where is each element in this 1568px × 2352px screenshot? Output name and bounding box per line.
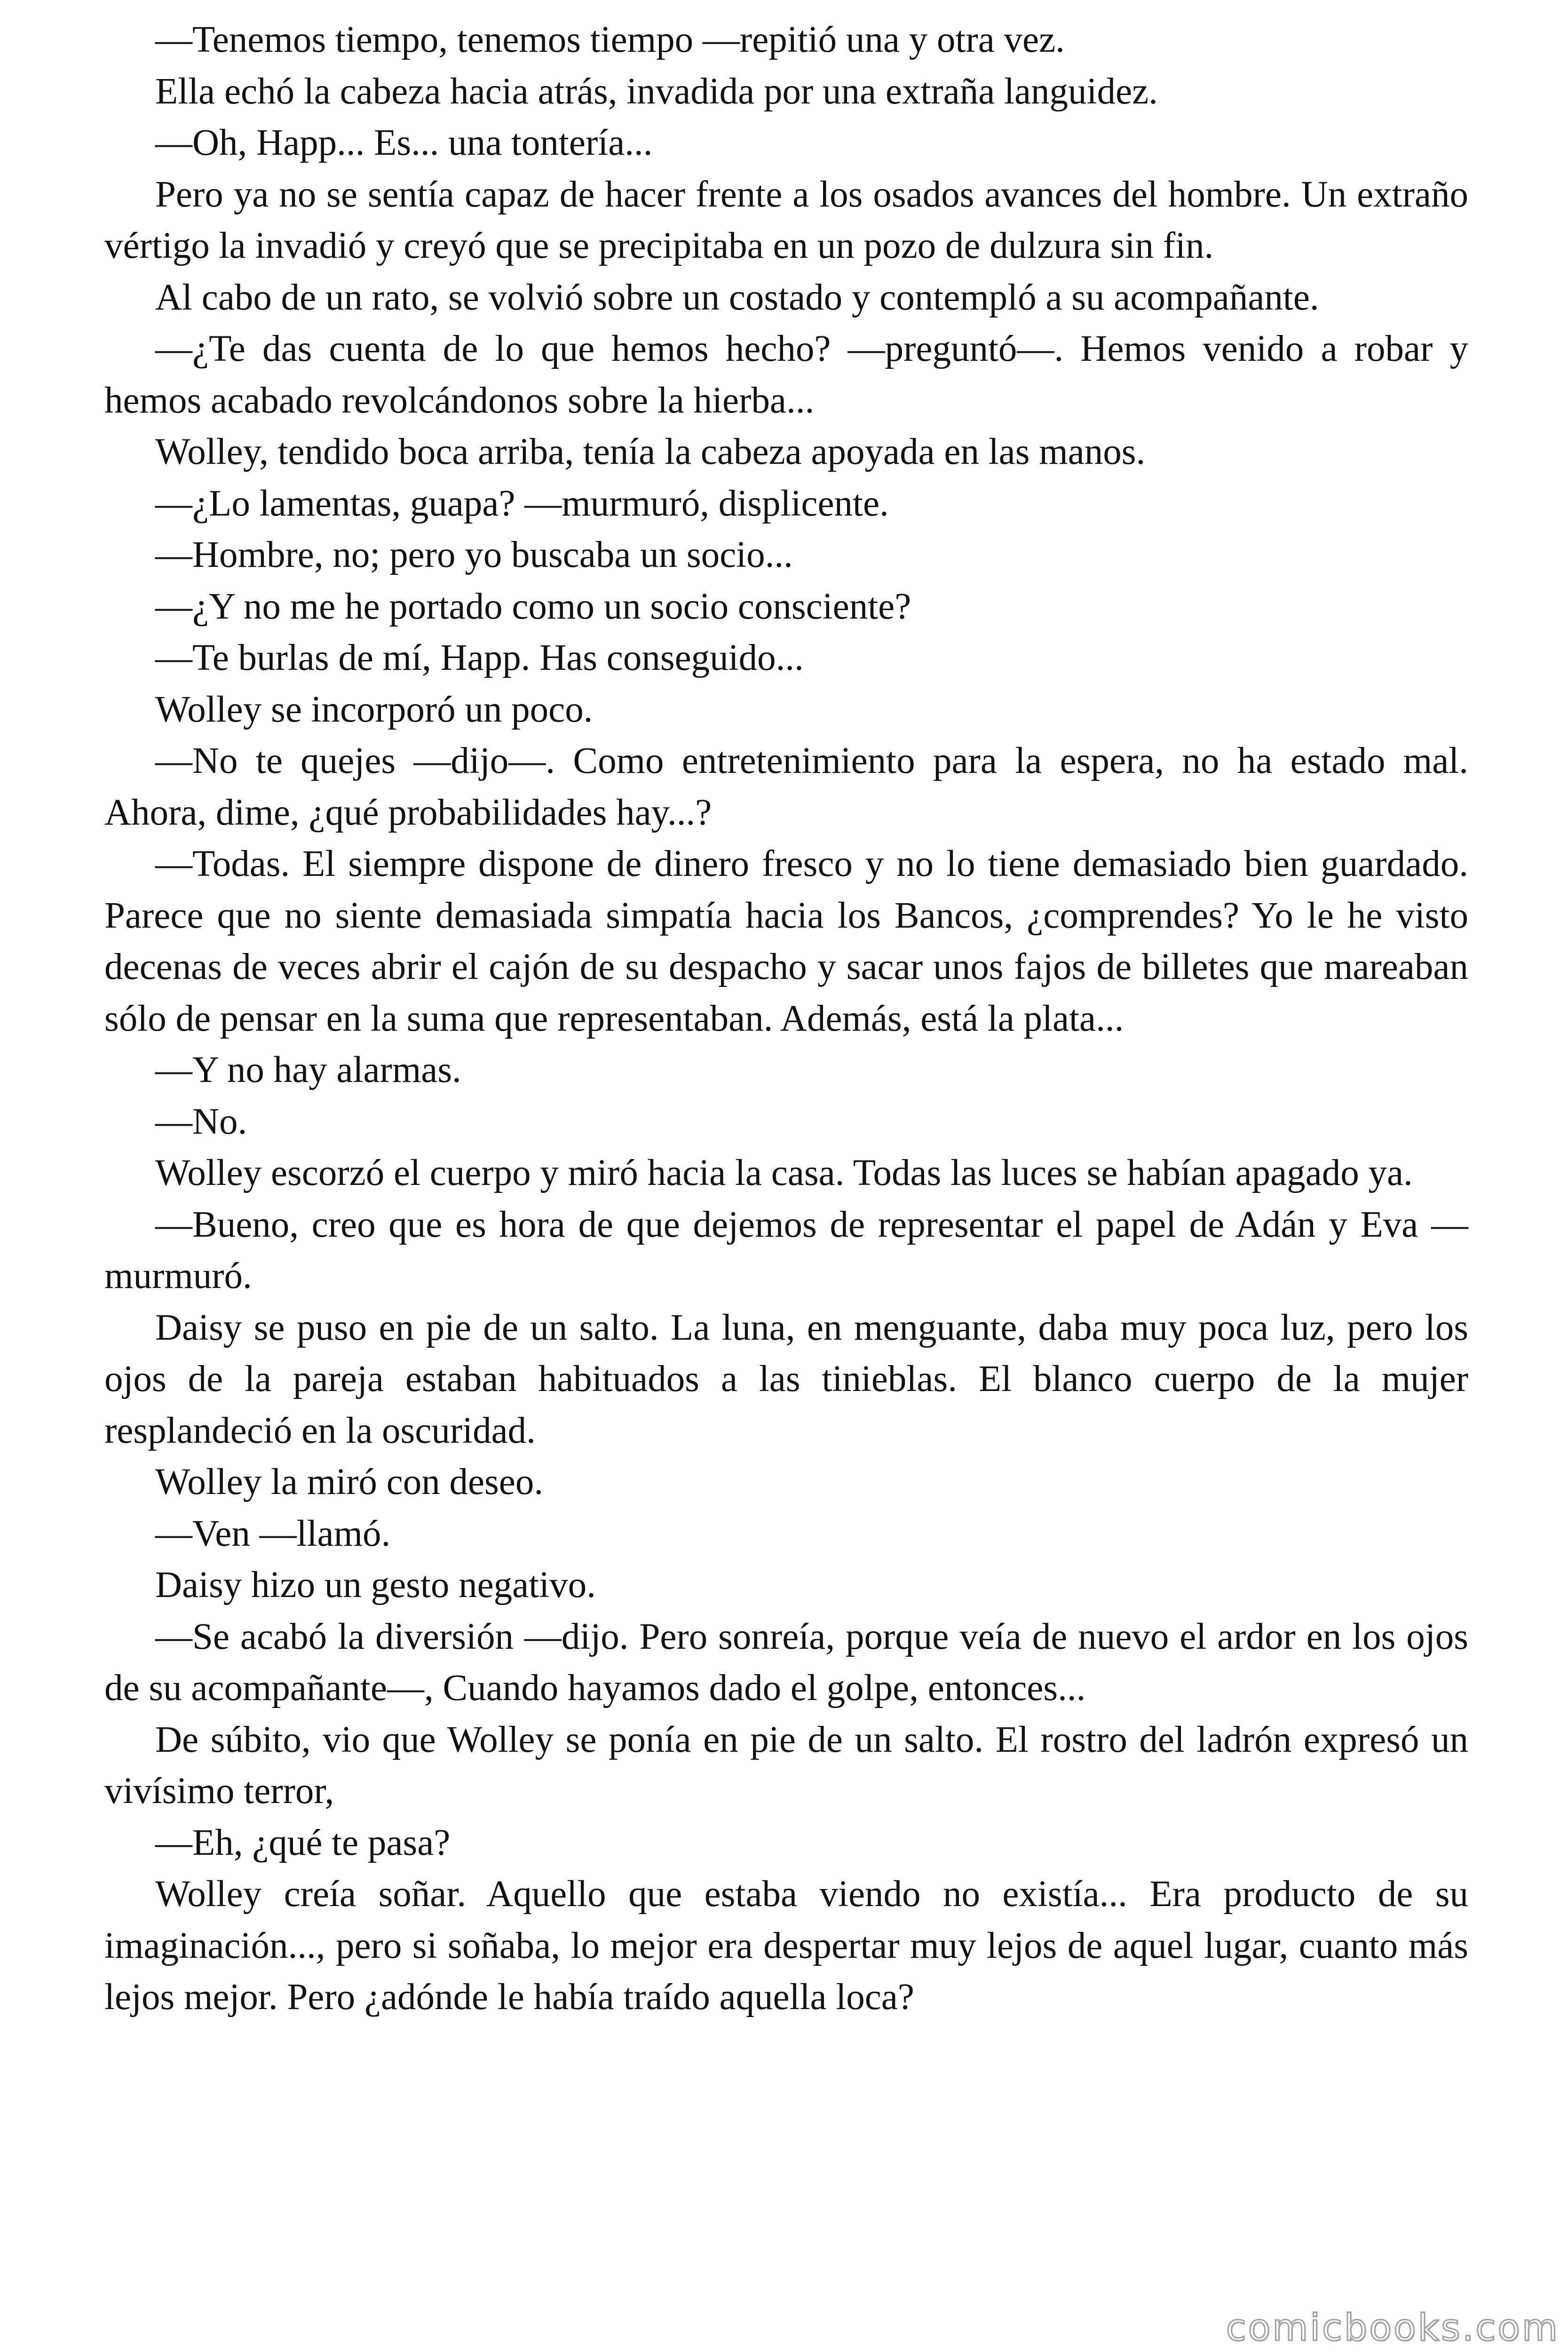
paragraph: —Te burlas de mí, Happ. Has conseguido...	[155, 637, 804, 678]
paragraph: Wolley escorzó el cuerpo y miró hacia la casa. Todas las luces se habían apagado ya.	[155, 1152, 1413, 1193]
paragraph: Daisy se puso en pie de un salto. La luna, en menguante, daba muy poca luz, pero los ojos de la pareja estaban habituados a las tinieblas. El blanco cuerpo de la mujer resplandeció en la oscuridad.	[104, 1307, 1468, 1451]
paragraph: —Todas. El siempre dispone de dinero fresco y no lo tiene demasiado bien guardado. Parece que no siente demasiada simpatía hacia los Bancos, ¿comprendes? Yo le he visto decenas de veces abrir el cajón de su despacho y sacar unos fajos de billetes que mareaban sólo de pensar en la suma que representaban. Además, está la plata...	[104, 843, 1468, 1039]
paragraph: Ella echó la cabeza hacia atrás, invadida por una extraña languidez.	[155, 71, 1158, 112]
paragraph: Pero ya no se sentía capaz de hacer frente a los osados avances del hombre. Un extraño vértigo la invadió y creyó que se precipitaba en un pozo de dulzura sin fin.	[104, 174, 1468, 266]
paragraph: Wolley la miró con deseo.	[155, 1462, 544, 1502]
paragraph: —¿Y no me he portado como un socio consciente?	[155, 586, 911, 627]
paragraph: Wolley creía soñar. Aquello que estaba viendo no existía... Era producto de su imaginación..., pero si soñaba, lo mejor era despertar muy lejos de aquel lugar, cuanto más lejos mejor. Pero ¿adónde le había traído aquella loca?	[104, 1874, 1468, 2018]
paragraph: —¿Lo lamentas, guapa? —murmuró, displicente.	[155, 483, 889, 524]
page-text	[104, 14, 1468, 2023]
paragraph: —Tenemos tiempo, tenemos tiempo —repitió una y otra vez.	[155, 19, 1065, 60]
paragraph: Al cabo de un rato, se volvió sobre un costado y contempló a su acompañante.	[155, 277, 1319, 318]
paragraph: Wolley, tendido boca arriba, tenía la cabeza apoyada en las manos.	[155, 431, 1146, 472]
paragraph: —Eh, ¿qué te pasa?	[155, 1822, 451, 1863]
paragraph: —Se acabó la diversión —dijo. Pero sonreía, porque veía de nuevo el ardor en los ojos de su acompañante—, Cuando hayamos dado el golpe, entonces...	[104, 1616, 1468, 1708]
paragraph: —Bueno, creo que es hora de que dejemos de representar el papel de Adán y Eva —murmuró.	[104, 1204, 1468, 1296]
paragraph: —Ven —llamó.	[155, 1513, 391, 1554]
paragraph: De súbito, vio que Wolley se ponía en pie de un salto. El rostro del ladrón expresó un vivísimo terror,	[104, 1719, 1468, 1812]
paragraph: Wolley se incorporó un poco.	[155, 689, 593, 730]
paragraph: —Hombre, no; pero yo buscaba un socio...	[155, 534, 793, 575]
paragraph: —Y no hay alarmas.	[155, 1049, 461, 1090]
paragraph: —Oh, Happ... Es... una tontería...	[155, 122, 653, 163]
paragraph: Daisy hizo un gesto negativo.	[155, 1565, 596, 1605]
paragraph: —No.	[155, 1101, 247, 1142]
paragraph: —No te quejes —dijo—. Como entretenimiento para la espera, no ha estado mal. Ahora, dime, ¿qué probabilidades hay...?	[104, 740, 1468, 833]
watermark: comicbooks.com	[1226, 2307, 1560, 2349]
paragraph: —¿Te das cuenta de lo que hemos hecho? —preguntó—. Hemos venido a robar y hemos acabado revolcándonos sobre la hierba...	[104, 328, 1468, 421]
